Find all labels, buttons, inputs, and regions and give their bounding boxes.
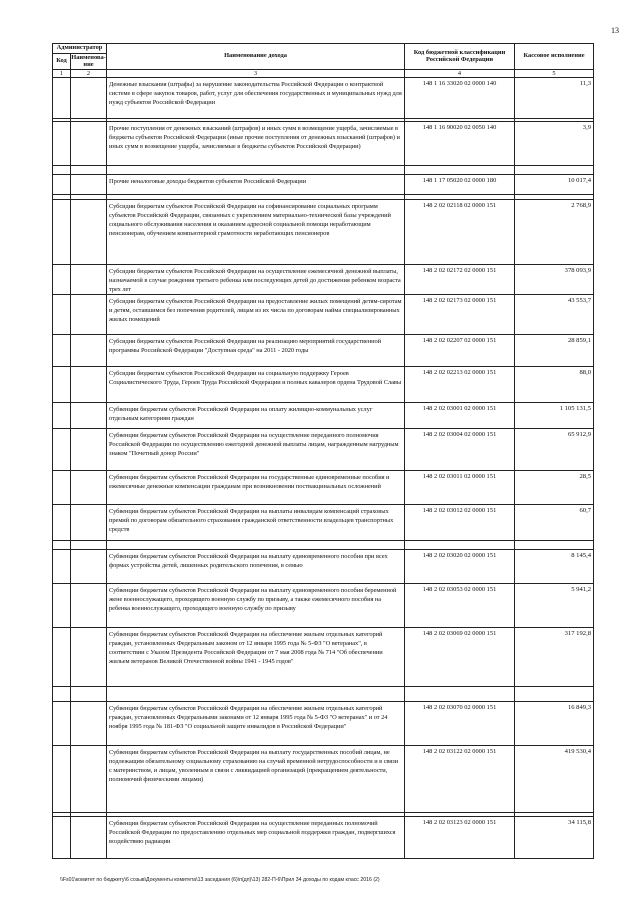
admin-name-header: Наименова-ние [71, 53, 106, 68]
income-name: Субсидии бюджетам субъектов Российской Федерации на осуществление ежемесячной денежной выплаты, назначаемой в случае рождения третьего ребенка или последующих детей до достижения ребенком возраста трех лет [107, 265, 405, 295]
column-number: 2 [71, 70, 107, 78]
amount: 16 849,3 [515, 702, 594, 746]
amount: 3,9 [515, 122, 594, 166]
income-name: Субвенции бюджетам субъектов Российской Федерации на выплату единовременного пособия беременной жене военнослужащего, проходящего военную службу по призыву, а также ежемесячного пособия на ребенка военнослужащего, проходящего военную службу по призыву [107, 584, 405, 628]
table-row [53, 702, 594, 746]
file-path-footer: \\Fs01\комитет по бюджету\6 созыв\Документы комитета\13 заседания (6)\п(дп)\13) 282-П-6\Прил 34 доходы по кодам класс 2016 (2) [60, 877, 380, 883]
table-row [53, 335, 594, 367]
table-row [53, 429, 594, 471]
income-name: Субвенции бюджетам субъектов Российской Федерации на выплату государственных пособий лицам, не подлежащим обязательному социальному страхованию на случай временной нетрудоспособности и в связи с материнством, и лицам, уволенным в связи с ликвидацией организаций (прекращением деятельности, полномочий физическими лицами) [107, 746, 405, 813]
income-name: Прочие неналоговые доходы бюджетов субъектов Российской Федерации [107, 175, 405, 195]
administrator-header: Администратор [53, 44, 107, 54]
amount: 43 553,7 [515, 295, 594, 335]
amount: 28 859,1 [515, 335, 594, 367]
income-name: Субсидии бюджетам субъектов Российской Федерации на социальную поддержку Героев Социалистического Труда, Героев Труда Российской Федерации и полных кавалеров ордена Трудовой Славы [107, 367, 405, 403]
income-table [52, 43, 593, 859]
amount: 88,0 [515, 367, 594, 403]
budget-code: 148 2 02 03123 02 0000 151 [405, 817, 515, 859]
budget-code: 148 2 02 03122 02 0000 151 [405, 746, 515, 813]
column-number-row [53, 70, 594, 78]
amount: 317 192,8 [515, 628, 594, 687]
table-row [53, 403, 594, 429]
budget-code: 148 2 02 03020 02 0000 151 [405, 550, 515, 584]
table-row [53, 628, 594, 687]
table-row [53, 367, 594, 403]
budget-code: 148 2 02 03011 02 0000 151 [405, 471, 515, 505]
budget-code: 148 2 02 03012 02 0000 151 [405, 505, 515, 541]
amount: 34 115,8 [515, 817, 594, 859]
column-number: 4 [405, 70, 515, 78]
column-number: 5 [515, 70, 594, 78]
amount: 2 768,9 [515, 200, 594, 265]
budget-code: 148 1 16 90020 02 0050 140 [405, 122, 515, 166]
income-name: Субвенции бюджетам субъектов Российской Федерации на оплату жилищно-коммунальных услуг отдельным категориям граждан [107, 403, 405, 429]
amount: 419 530,4 [515, 746, 594, 813]
column-number: 1 [53, 70, 71, 78]
budget-code: 148 2 02 03053 02 0000 151 [405, 584, 515, 628]
table-row [53, 295, 594, 335]
code-header: Код [53, 54, 71, 70]
budget-code: 148 2 02 03001 02 0000 151 [405, 403, 515, 429]
amount: 10 017,4 [515, 175, 594, 195]
income-name: Денежные взыскания (штрафы) за нарушение законодательства Российской Федерации о контрактной системе в сфере закупок товаров, работ, услуг для обеспечения государственных и муниципальных нужд для нужд субъектов Российской Федерации [107, 78, 405, 119]
income-name: Субвенции бюджетам субъектов Российской Федерации на выплату единовременного пособия при всех формах устройства детей, лишенных родительского попечения, в семью [107, 550, 405, 584]
table-row [53, 550, 594, 584]
income-name: Субвенции бюджетам субъектов Российской Федерации на выплаты инвалидам компенсаций страховых премий по договорам обязательного страхования гражданской ответственности владельцев транспортных средств [107, 505, 405, 541]
income-name: Субсидии бюджетам субъектов Российской Федерации на предоставление жилых помещений детям-сиротам и детям, оставшимся без попечения родителей, лицам из их числа по договорам найма специализированных жилых помещений [107, 295, 405, 335]
table-row [53, 505, 594, 541]
budget-code: 148 2 02 02213 02 0000 151 [405, 367, 515, 403]
table-row [53, 122, 594, 166]
budget-code: 148 2 02 02207 02 0000 151 [405, 335, 515, 367]
amount: 5 941,2 [515, 584, 594, 628]
budget-code: 148 2 02 03070 02 0000 151 [405, 702, 515, 746]
budget-code: 148 2 02 02118 02 0000 151 [405, 200, 515, 265]
income-name-header: Наименование дохода [107, 44, 405, 70]
table-row [53, 265, 594, 295]
table-row [53, 471, 594, 505]
table-row [53, 200, 594, 265]
income-name: Субвенции бюджетам субъектов Российской Федерации на обеспечение жильем отдельных категорий граждан, установленных Федеральными законами от 12 января 1995 года № 5-ФЗ "О ветеранах" и от 24 ноября 1995 года № 181-ФЗ "О социальной защите инвалидов в Российской Федерации" [107, 702, 405, 746]
income-name: Субсидии бюджетам субъектов Российской Федерации на софинансирование социальных программ субъектов Российской Федерации, связанных с укреплением материально-технической базы учреждений социального обслуживания населения и оказанием адресной социальной помощи неработающим пенсионерам, обучением компьютерной грамотности неработающих пенсионеров [107, 200, 405, 265]
amount: 28,5 [515, 471, 594, 505]
income-name: Субвенции бюджетам субъектов Российской Федерации на осуществление переданных полномочий Российской Федерации по предоставлению отдельных мер социальной поддержки граждан, подвергшихся воздействию радиации [107, 817, 405, 859]
amount: 378 093,9 [515, 265, 594, 295]
budget-code: 148 2 02 03004 02 0000 151 [405, 429, 515, 471]
amount: 65 912,9 [515, 429, 594, 471]
income-name: Субвенции бюджетам субъектов Российской Федерации на осуществление переданного полномочия Российской Федерации по осуществлению ежегодной денежной выплаты лицам, награжденным нагрудным знаком "Почетный донор России" [107, 429, 405, 471]
amount: 1 105 131,5 [515, 403, 594, 429]
table-row [53, 746, 594, 813]
column-number: 3 [107, 70, 405, 78]
table-row [53, 584, 594, 628]
income-name: Субвенции бюджетам субъектов Российской Федерации на обеспечение жильем отдельных категорий граждан, установленных Федеральным законом от 12 января 1995 года № 5-ФЗ "О ветеранах", в соответствии с Указом Президента Российской Федерации от 7 мая 2008 года № 714 "Об обеспечении жильем ветеранов Великой Отечественной войны 1941 - 1945 годов" [107, 628, 405, 687]
income-name: Субсидии бюджетам субъектов Российской Федерации на реализацию мероприятий государственной программы Российской Федерации "Доступная среда" на 2011 - 2020 годы [107, 335, 405, 367]
page-number: 13 [611, 26, 619, 35]
budget-code: 148 1 16 33020 02 0000 140 [405, 78, 515, 119]
amount: 11,3 [515, 78, 594, 119]
budget-code: 148 2 02 02172 02 0000 151 [405, 265, 515, 295]
budget-code-header: Код бюджетной классификации Российской Федерации [405, 44, 515, 70]
cash-execution-header: Кассовое исполнение [515, 44, 594, 70]
income-name: Прочие поступления от денежных взысканий (штрафов) и иных сумм в возмещение ущерба, зачисляемые в бюджеты субъектов Российской Федерации (иные прочие поступления от денежных взысканий (штрафов) и иных сумм в возмещение ущерба, зачисляемые в бюджеты субъектов Российской Федерации) [107, 122, 405, 166]
budget-code: 148 2 02 03069 02 0000 151 [405, 628, 515, 687]
table-row [53, 817, 594, 859]
amount: 60,7 [515, 505, 594, 541]
budget-code: 148 1 17 05020 02 0000 180 [405, 175, 515, 195]
amount: 8 145,4 [515, 550, 594, 584]
table-row [53, 175, 594, 195]
table-row [53, 78, 594, 119]
income-name: Субвенции бюджетам субъектов Российской Федерации на государственные единовременные пособия и ежемесячные денежные компенсации гражданам при возникновении поствакцинальных осложнений [107, 471, 405, 505]
budget-code: 148 2 02 02173 02 0000 151 [405, 295, 515, 335]
